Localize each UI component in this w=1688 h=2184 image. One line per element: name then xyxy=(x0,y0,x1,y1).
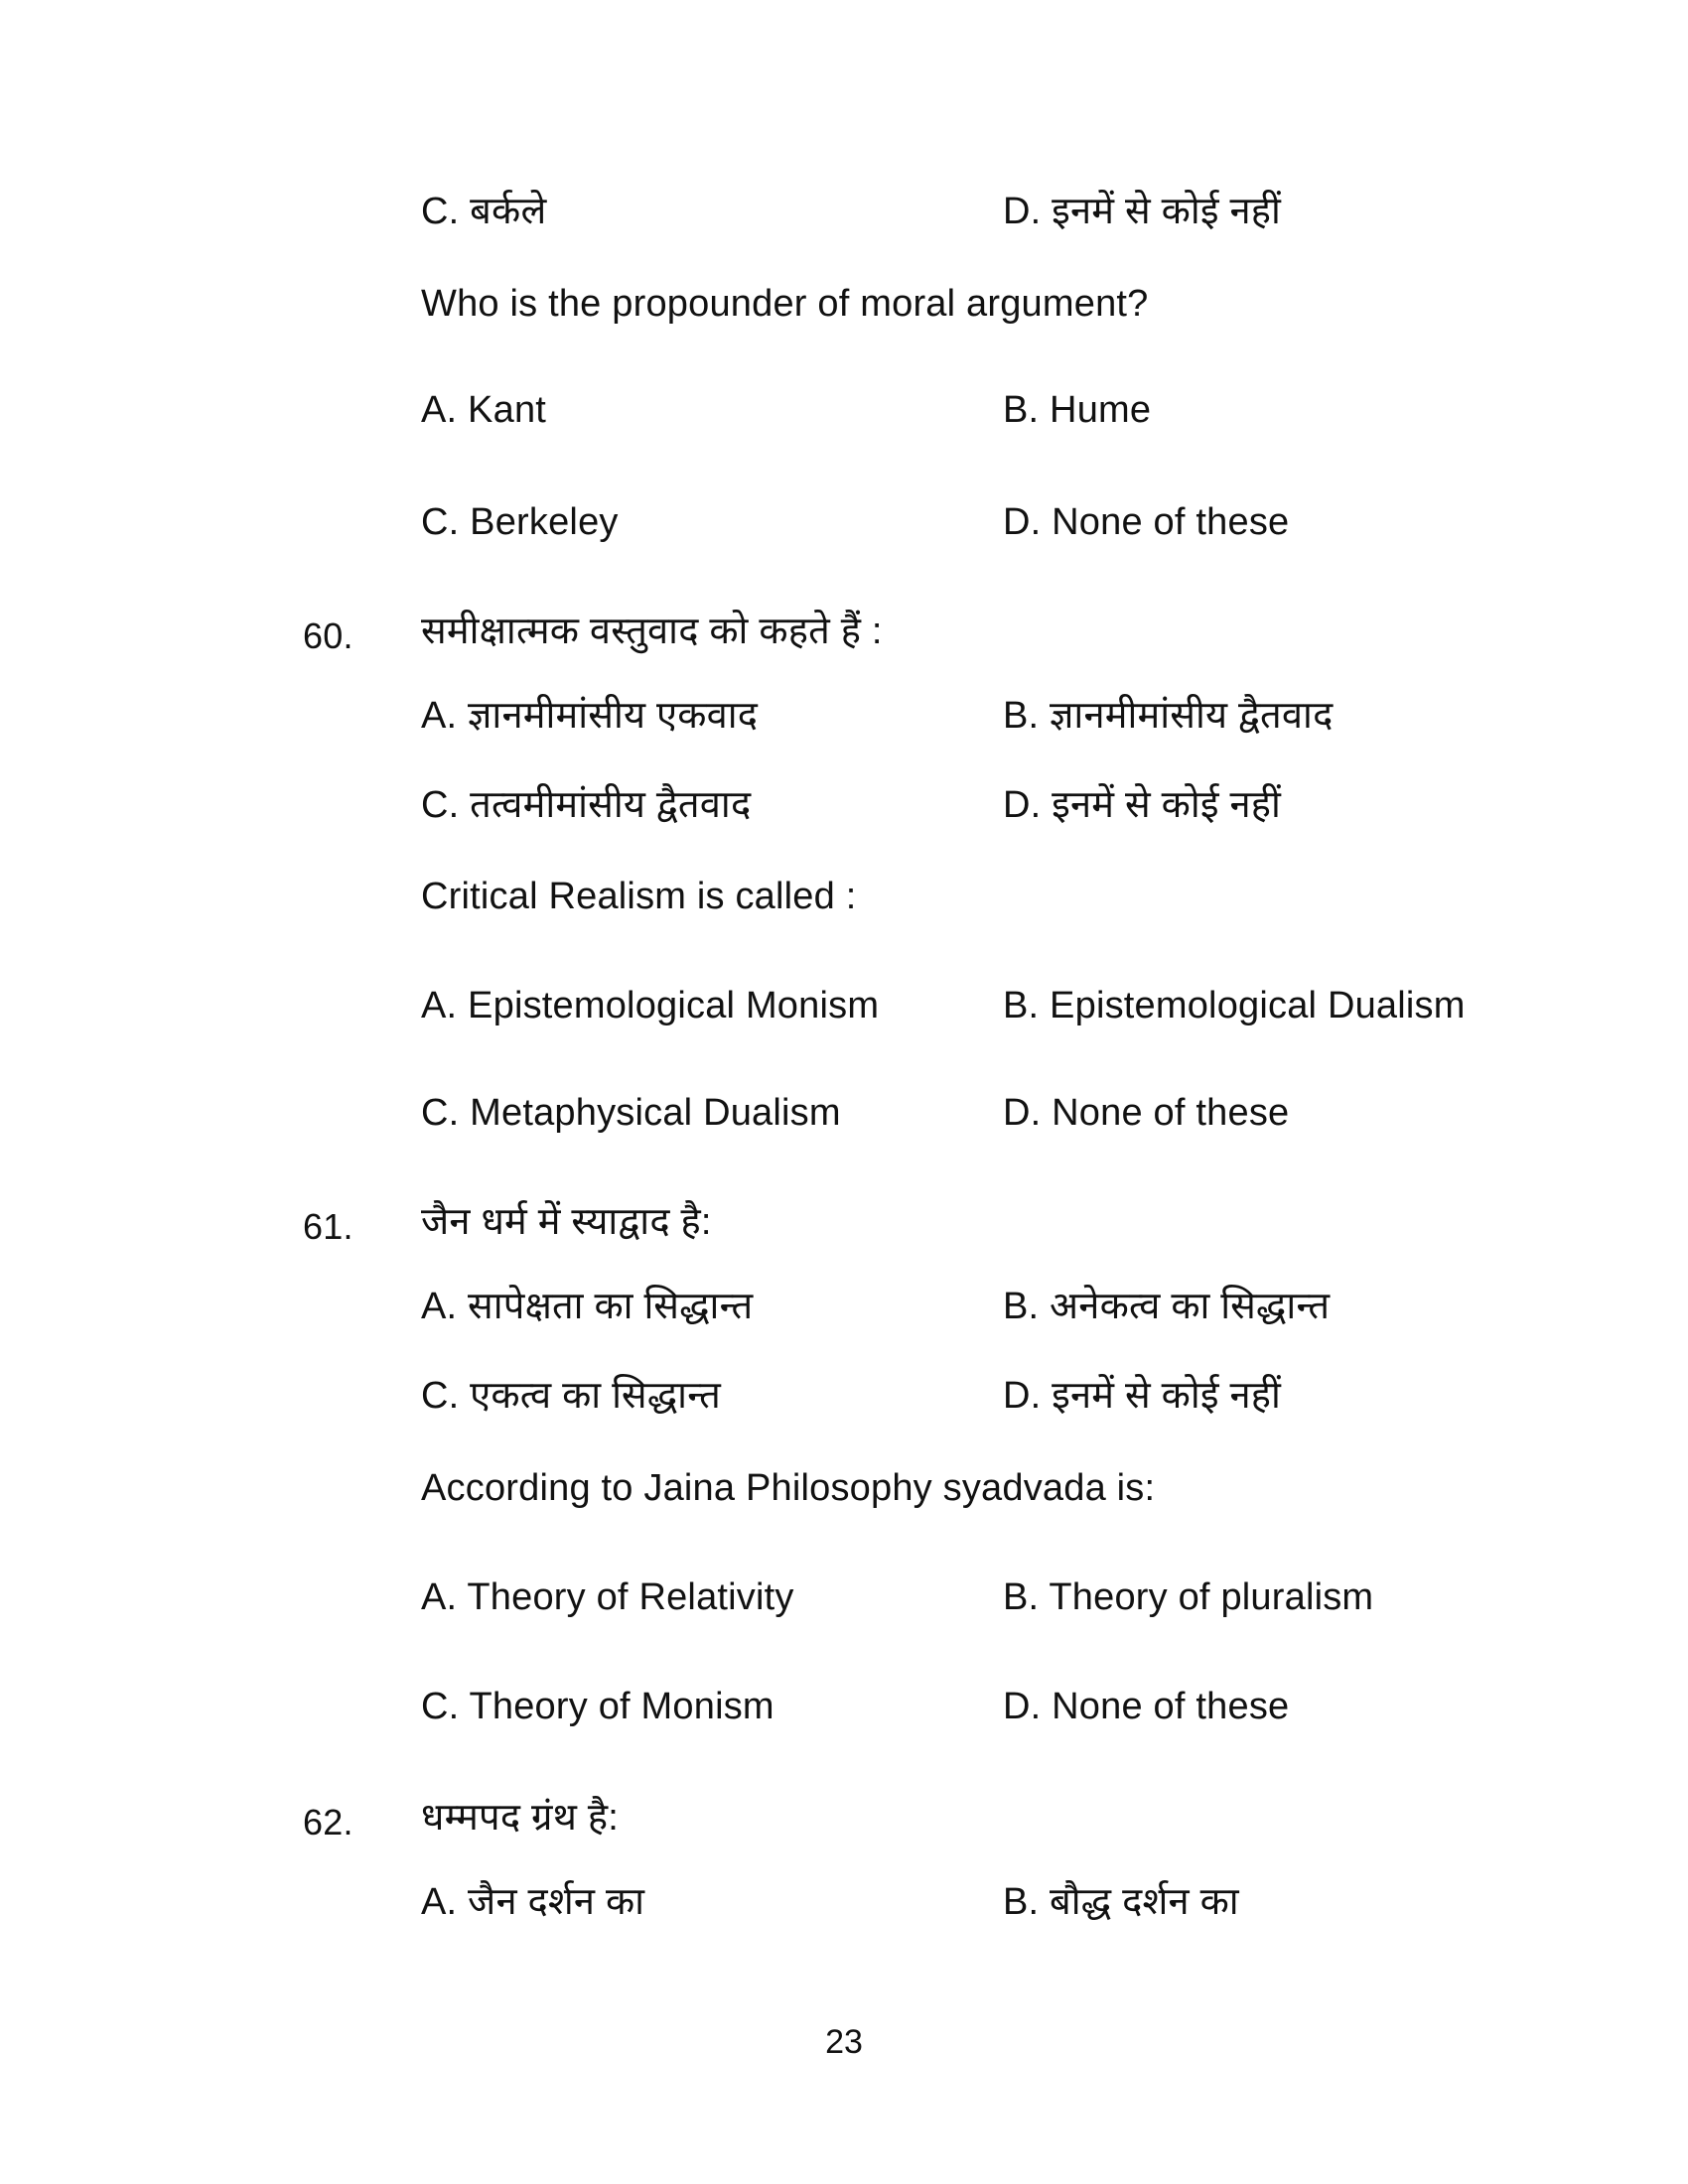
q62-number: 62. xyxy=(303,1802,353,1843)
q61-option-d-hindi: D. इनमें से कोई नहीं xyxy=(1003,1375,1281,1417)
q62-option-b-hindi: B. बौद्ध दर्शन का xyxy=(1003,1881,1239,1923)
q60-option-d-english: D. None of these xyxy=(1003,1092,1290,1134)
q61-number: 61. xyxy=(303,1206,353,1247)
q60-option-a-english: A. Epistemological Monism xyxy=(421,985,880,1026)
q61-option-b-hindi: B. अनेकत्व का सिद्धान्त xyxy=(1003,1286,1331,1327)
q59-option-b-english: B. Hume xyxy=(1003,389,1152,431)
page-number: 23 xyxy=(825,2023,863,2061)
q61-question-hindi: जैन धर्म में स्याद्वाद है: xyxy=(421,1201,712,1243)
q62-option-a-hindi: A. जैन दर्शन का xyxy=(421,1881,645,1923)
q61-option-a-english: A. Theory of Relativity xyxy=(421,1576,794,1618)
q61-option-d-english: D. None of these xyxy=(1003,1686,1290,1727)
q60-option-b-hindi: B. ज्ञानमीमांसीय द्वैतवाद xyxy=(1003,695,1334,737)
q59-option-a-english: A. Kant xyxy=(421,389,547,431)
q60-number: 60. xyxy=(303,615,353,656)
q60-option-c-english: C. Metaphysical Dualism xyxy=(421,1092,841,1134)
q61-option-a-hindi: A. सापेक्षता का सिद्धान्त xyxy=(421,1286,754,1327)
q60-question-hindi: समीक्षात्मक वस्तुवाद को कहते हैं : xyxy=(421,611,883,652)
q61-option-b-english: B. Theory of pluralism xyxy=(1003,1576,1374,1618)
q59-option-c-english: C. Berkeley xyxy=(421,501,619,543)
q60-question-english: Critical Realism is called : xyxy=(421,876,857,917)
q59-question-english: Who is the propounder of moral argument? xyxy=(421,283,1149,325)
q59-option-d-english: D. None of these xyxy=(1003,501,1290,543)
q61-option-c-english: C. Theory of Monism xyxy=(421,1686,774,1727)
q61-option-c-hindi: C. एकत्व का सिद्धान्त xyxy=(421,1375,721,1417)
q62-question-hindi: धम्मपद ग्रंथ है: xyxy=(421,1797,619,1839)
q59-option-d-hindi: D. इनमें से कोई नहीं xyxy=(1003,191,1281,232)
q60-option-a-hindi: A. ज्ञानमीमांसीय एकवाद xyxy=(421,695,759,737)
q60-option-b-english: B. Epistemological Dualism xyxy=(1003,985,1466,1026)
q60-option-d-hindi: D. इनमें से कोई नहीं xyxy=(1003,784,1281,826)
q60-option-c-hindi: C. तत्वमीमांसीय द्वैतवाद xyxy=(421,784,752,826)
q61-question-english: According to Jaina Philosophy syadvada is: xyxy=(421,1467,1156,1509)
q59-option-c-hindi: C. बर्कले xyxy=(421,191,547,232)
